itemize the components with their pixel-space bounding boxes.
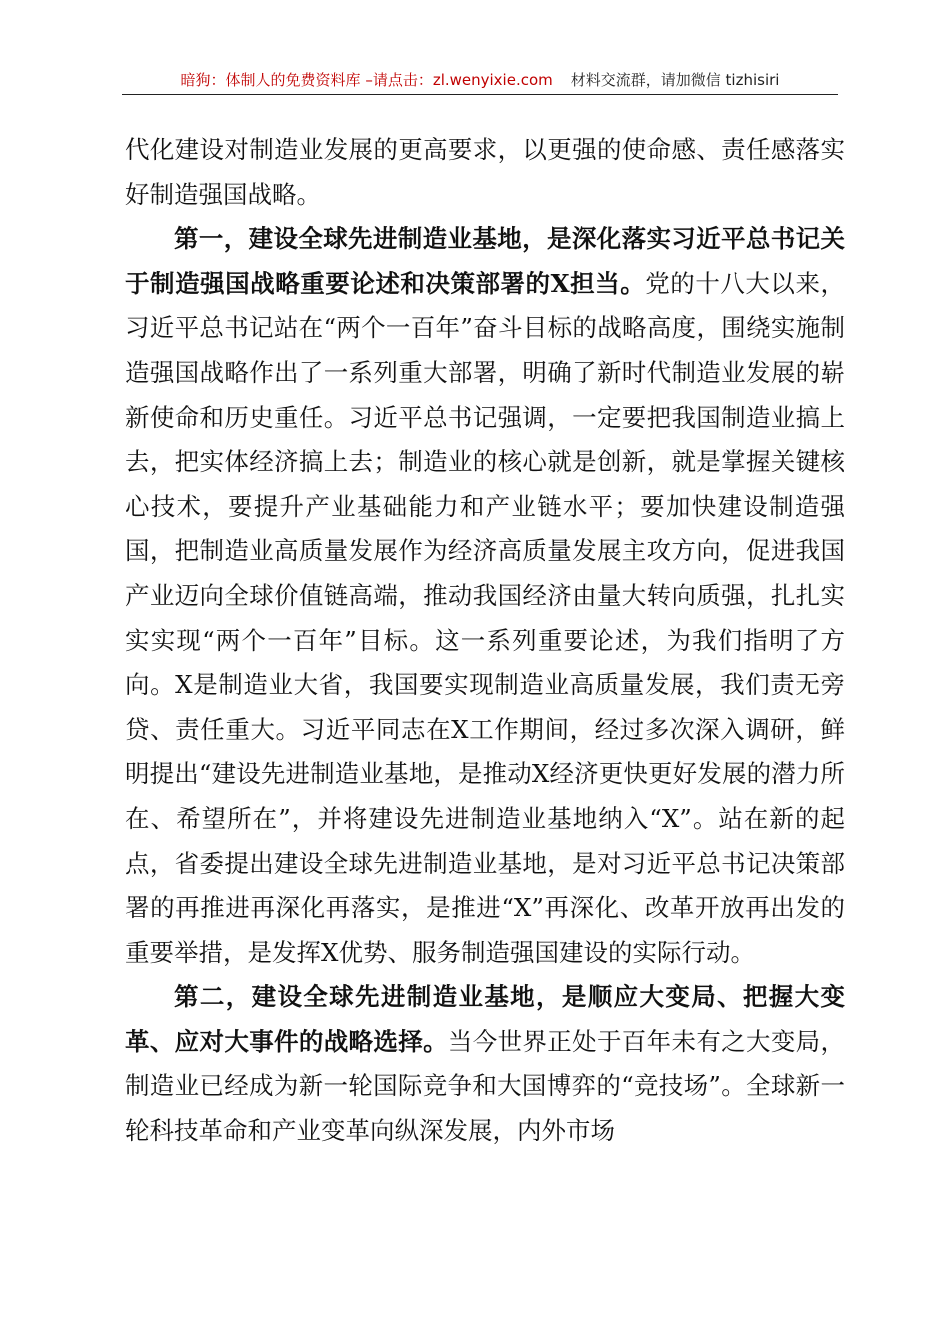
header-right-text: 材料交流群，请加微信 tizhisiri bbox=[570, 71, 780, 89]
paragraph-first bbox=[125, 217, 845, 975]
paragraph-second bbox=[125, 975, 845, 1153]
page-header bbox=[122, 66, 838, 95]
paragraph-second-heading: 第二，建设全球先进制造业基地，是顺应大变局、把握大变革、应对大事件的战略选择。 bbox=[125, 982, 845, 1056]
paragraph-first-heading: 第一，建设全球先进制造业基地，是深化落实习近平总书记关于制造强国战略重要论述和决策部署的X担当。 bbox=[125, 224, 845, 298]
paragraph-second-text: 当今世界正处于百年未有之大变局，制造业已经成为新一轮国际竞争和大国博弈的“竞技场”。全球新一轮科技革命和产业变革向纵深发展，内外市场 bbox=[125, 1026, 846, 1146]
document-body bbox=[125, 128, 845, 1154]
paragraph-continuation: 代化建设对制造业发展的更高要求，以更强的使命感、责任感落实好制造强国战略。 bbox=[125, 135, 845, 209]
paragraph-first-text: 党的十八大以来，习近平总书记站在“两个一百年”奋斗目标的战略高度，围绕实施制造强国战略作出了一系列重大部署，明确了新时代制造业发展的崭新使命和历史重任。习近平总书记强调，一定要把我国制造业搞上去，把实体经济搞上去；制造业的核心就是创新，就是掌握关键核心技术，要提升产业基础能力和产业链水平；要加快建设制造强国，把制造业高质量发展作为经济高质量发展主攻方向，促进我国产业迈向全球价值链高端，推动我国经济由量大转向质强，扎扎实实实现“两个一百年”目标。这一系列重要论述，为我们指明了方向。X是制造业大省，我国要实现制造业高质量发展，我们责无旁贷、责任重大。习近平同志在X工作期间，经过多次深入调研，鲜明提出“建设先进制造业基地，是推动X经济更快更好发展的潜力所在、希望所在”，并将建设先进制造业基地纳入“X”。站在新的起点，省委提出建设全球先进制造业基地，是对习近平总书记决策部署的再推进再深化再落实，是推进“X”再深化、改革开放再出发的重要举措，是发挥X优势、服务制造强国建设的实际行动。 bbox=[125, 268, 845, 967]
header-left-text: 暗狗：体制人的免费资料库 –请点击：zl.wenyixie.com bbox=[180, 71, 553, 89]
